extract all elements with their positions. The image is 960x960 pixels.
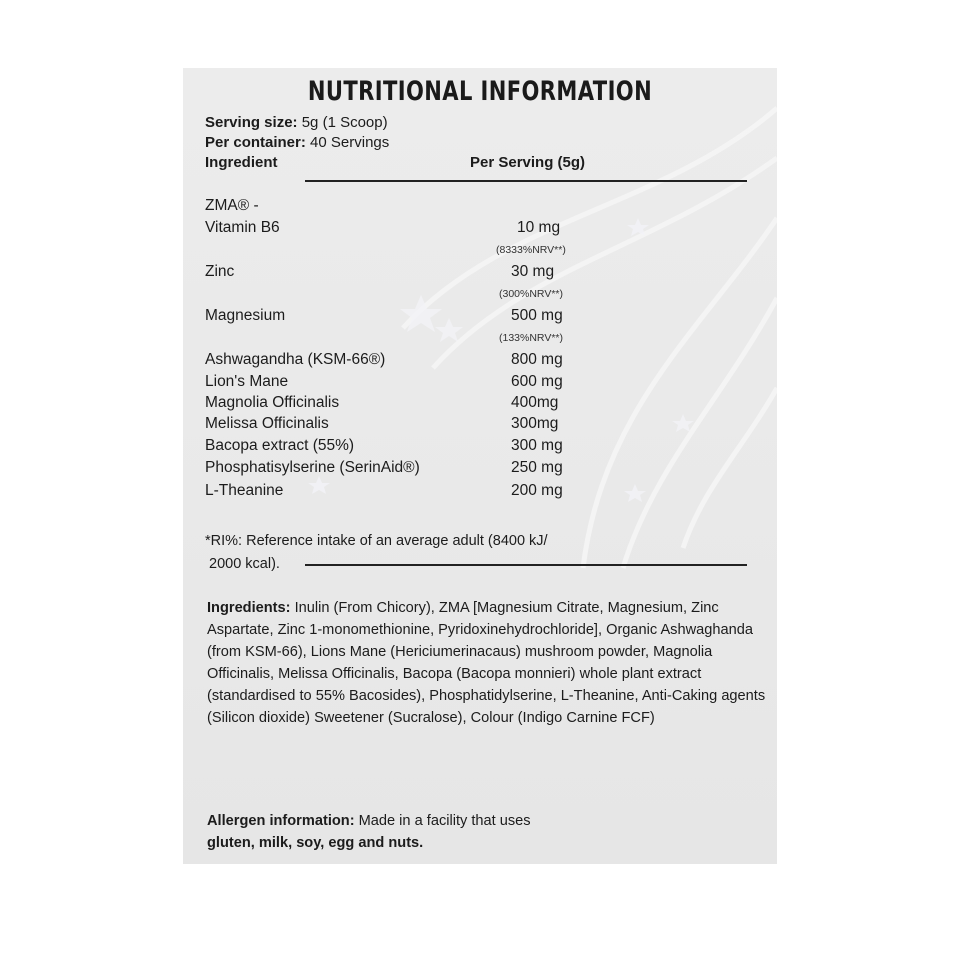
serving-size-value: 5g (1 Scoop) xyxy=(301,114,388,131)
row-amount: 300mg xyxy=(511,415,559,432)
ingredients-label: Ingredients: xyxy=(207,600,291,616)
per-container-label: Per container: xyxy=(205,134,306,151)
nutrition-panel xyxy=(183,68,777,864)
allergen-label: Allergen information: xyxy=(207,813,355,829)
group-label-zma: ZMA® - xyxy=(205,197,259,214)
column-header-ingredient: Ingredient xyxy=(205,154,278,171)
row-amount: 500 mg xyxy=(511,307,563,324)
serving-size-line xyxy=(205,114,388,131)
footnote-line-1: *RI%: Reference intake of an average adult (8400 kJ/ xyxy=(205,533,548,549)
row-name: Zinc xyxy=(205,263,235,280)
row-amount: 400mg xyxy=(511,394,559,411)
row-amount: 600 mg xyxy=(511,373,563,390)
row-name: Magnolia Officinalis xyxy=(205,394,340,411)
row-amount: 250 mg xyxy=(511,459,563,476)
row-name: Vitamin B6 xyxy=(205,219,280,236)
row-name: Ashwagandha (KSM-66®) xyxy=(205,351,386,368)
per-container-line xyxy=(205,134,389,151)
row-amount: 200 mg xyxy=(511,482,563,499)
row-nrv: (300%NRV**) xyxy=(499,288,563,300)
row-name: L-Theanine xyxy=(205,482,284,499)
serving-size-label: Serving size: xyxy=(205,114,298,131)
row-name: Phosphatisylserine (SerinAid®) xyxy=(205,459,420,476)
row-amount: 800 mg xyxy=(511,351,563,368)
footnote-divider xyxy=(305,564,747,566)
ingredients-text: Inulin (From Chicory), ZMA [Magnesium Citrate, Magnesium, Zinc Aspartate, Zinc 1-monomethionine, Pyridoxinehydrochloride], Organic Ashwaghanda (from KSM-66), Lions Mane (Hericiumerinacaus) mushroom powder, Magnolia Officinalis, Melissa Officinalis, Bacopa (Bacopa monnieri) whole plant extract (standardised to 55% Bacosides), Phosphatidylserine, L-Theanine, Anti-Caking agents (Silicon dioxide) Sweetener (Sucralose), Colour (Indigo Carnine FCF) xyxy=(207,600,766,727)
row-amount: 30 mg xyxy=(511,263,555,280)
ingredients-paragraph xyxy=(207,597,767,730)
allergen-list: gluten, milk, soy, egg and nuts. xyxy=(207,835,424,851)
row-amount: 300 mg xyxy=(511,437,563,454)
allergen-text: Made in a facility that uses xyxy=(358,813,531,829)
footnote-line-2: 2000 kcal). xyxy=(209,556,280,572)
row-nrv: (133%NRV**) xyxy=(499,332,563,344)
row-name: Lion's Mane xyxy=(205,373,289,390)
row-name: Melissa Officinalis xyxy=(205,415,329,432)
row-name: Magnesium xyxy=(205,307,286,324)
row-nrv: (8333%NRV**) xyxy=(496,244,566,256)
row-amount: 10 mg xyxy=(517,219,561,236)
column-header-per-serving: Per Serving (5g) xyxy=(470,154,586,171)
page-title: NUTRITIONAL INFORMATION xyxy=(307,76,653,107)
per-container-value: 40 Servings xyxy=(310,134,390,151)
allergen-paragraph xyxy=(207,810,767,854)
row-name: Bacopa extract (55%) xyxy=(205,437,355,454)
header-divider xyxy=(305,180,747,182)
